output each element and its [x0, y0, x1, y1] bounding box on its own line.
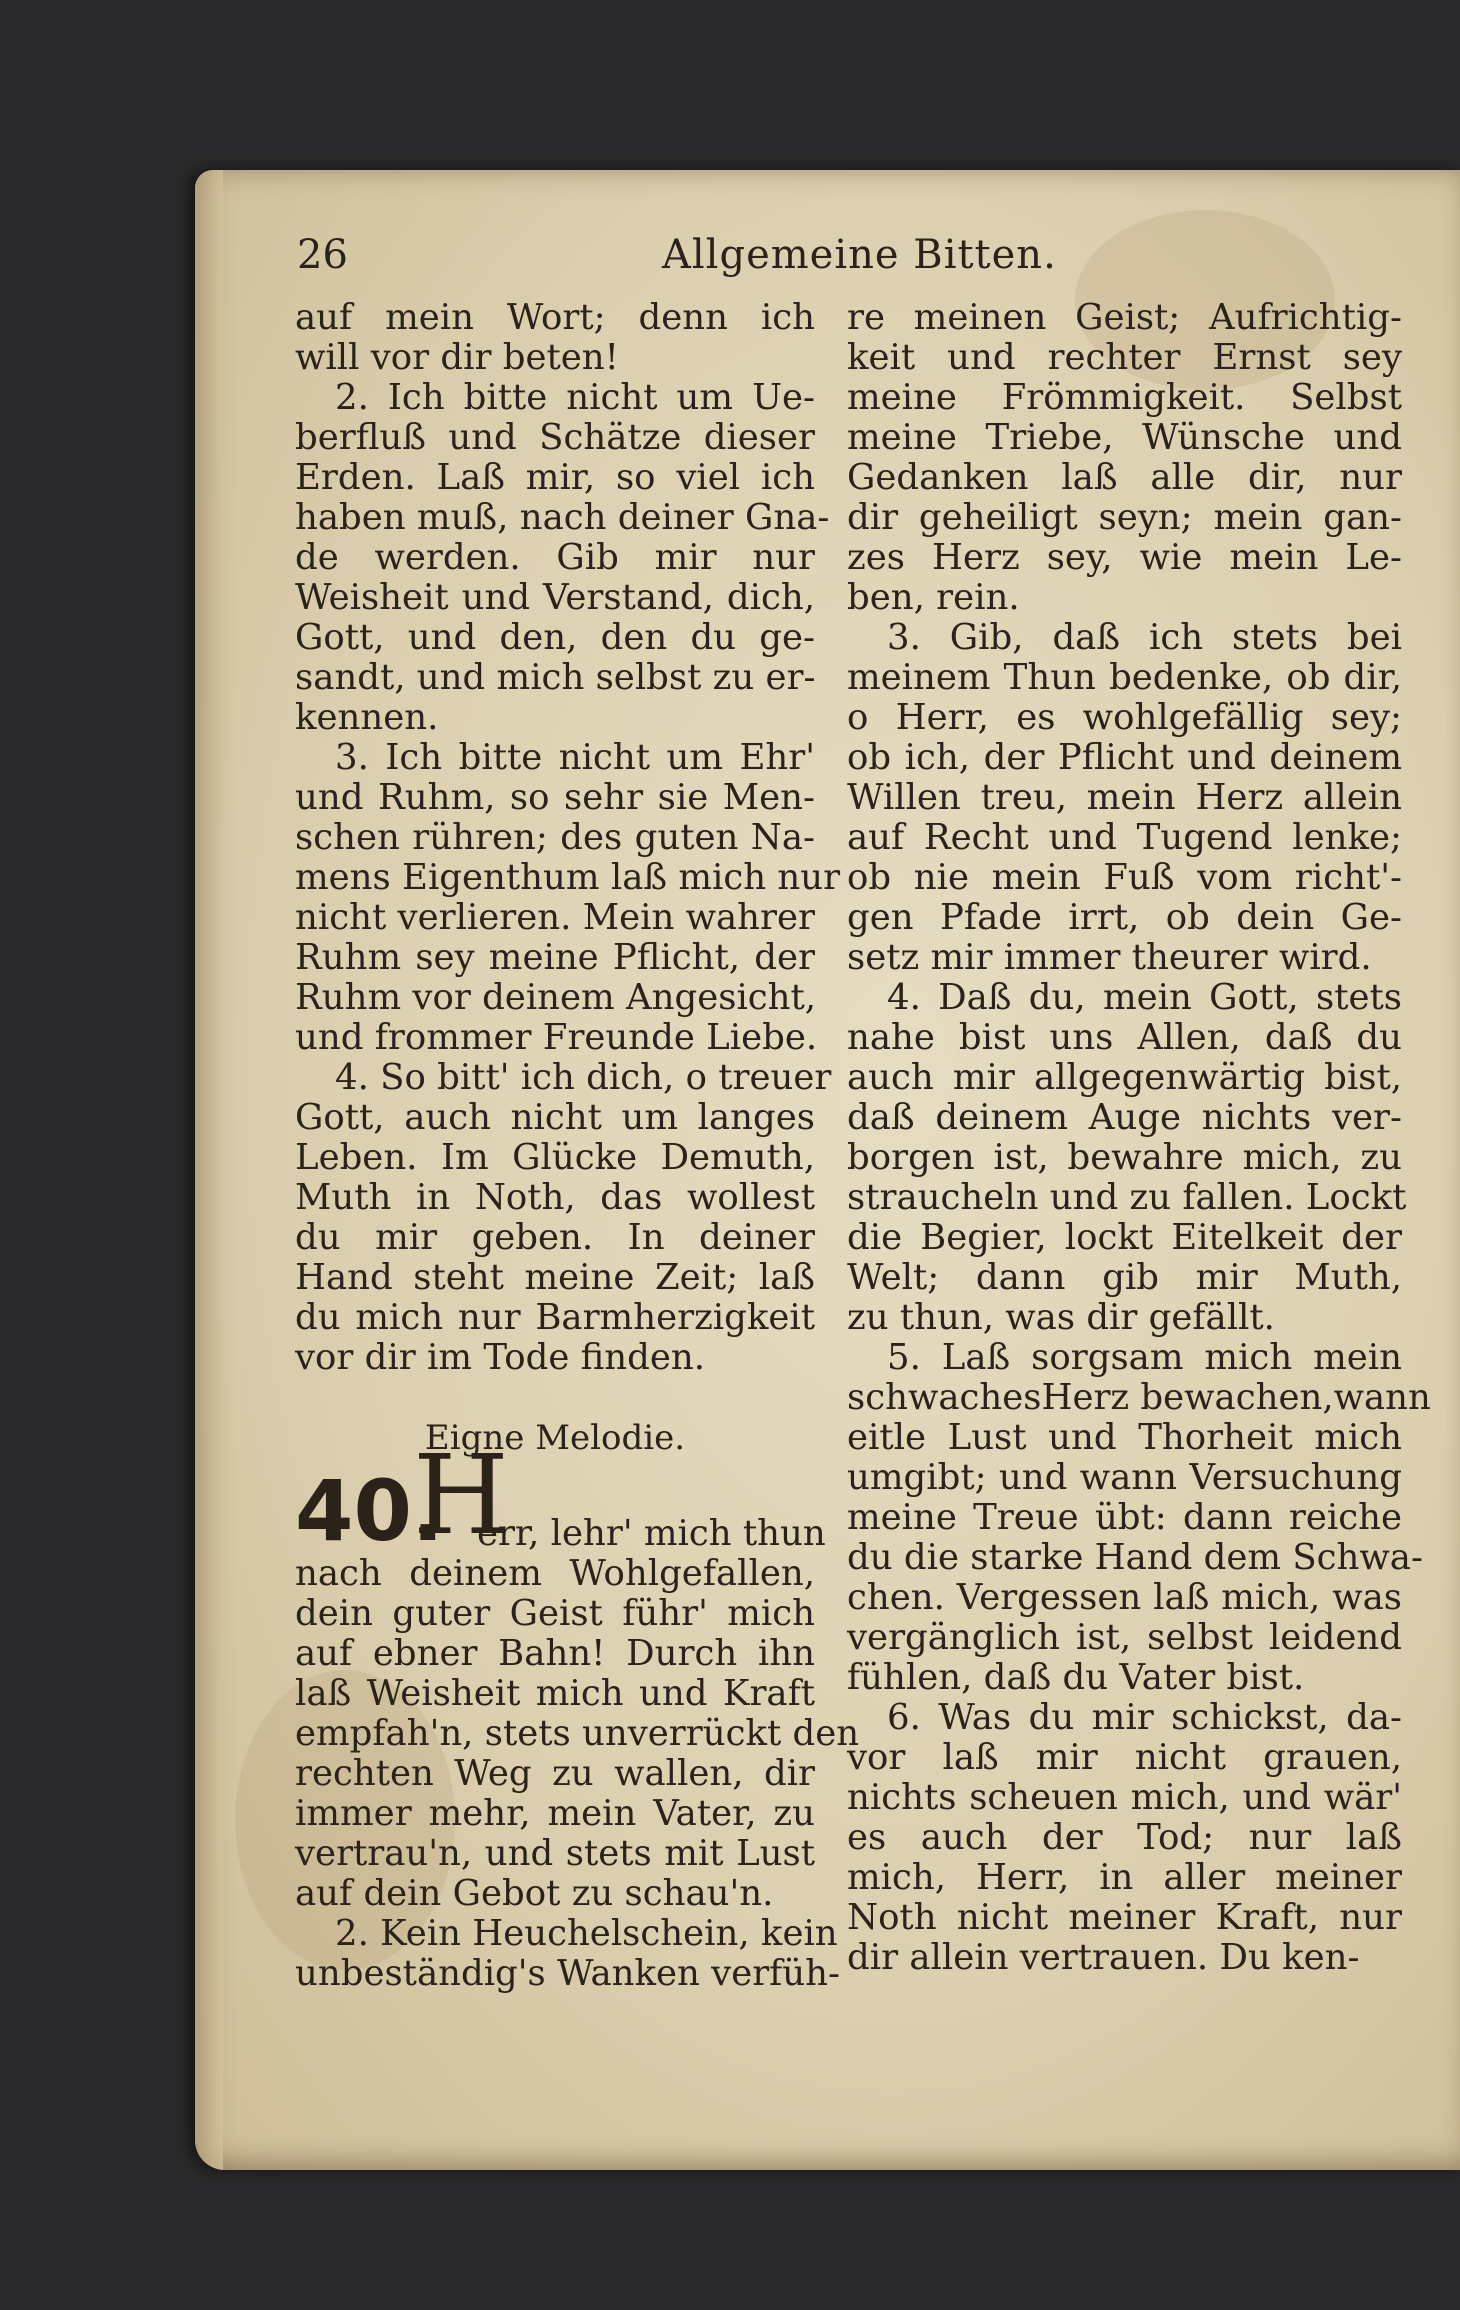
left-text-column — [295, 297, 860, 1994]
text-line: will vor dir beten! — [295, 337, 619, 378]
running-title: Allgemeine Bitten. — [662, 232, 1057, 278]
text-line: nicht verlieren. Mein wahrer — [295, 897, 815, 938]
text-line: 5. Laß sorgsam mich mein — [887, 1337, 1402, 1378]
text-line: sandt, und mich selbst zu er- — [295, 657, 816, 698]
text-line: Welt; dann gib mir Muth, — [847, 1257, 1402, 1298]
text-line: berfluß und Schätze dieser — [295, 417, 815, 458]
text-line: 2. Ich bitte nicht um Ue- — [335, 377, 815, 418]
text-line: de werden. Gib mir nur — [295, 537, 815, 578]
text-line: auf Recht und Tugend lenke; — [847, 817, 1402, 858]
text-line: ob nie mein Fuß vom richt'- — [847, 857, 1402, 898]
text-line: rechten Weg zu wallen, dir — [295, 1753, 815, 1794]
text-line: Gedanken laß alle dir, nur — [847, 457, 1402, 498]
text-line: daß deinem Auge nichts ver- — [847, 1097, 1402, 1138]
text-line: und frommer Freunde Liebe. — [295, 1017, 818, 1058]
text-line: Hand steht meine Zeit; laß — [295, 1257, 815, 1298]
text-line: unbeständig's Wanken verfüh- — [295, 1953, 841, 1994]
hymn-first-line: err, lehr' mich thun — [477, 1513, 826, 1554]
text-line: kennen. — [295, 697, 439, 738]
text-line: Weisheit und Verstand, dich, — [295, 577, 815, 618]
text-line: meinem Thun bedenke, ob dir, — [847, 657, 1402, 698]
text-line: du mir geben. In deiner — [295, 1217, 815, 1258]
text-line: dein guter Geist führ' mich — [295, 1593, 815, 1634]
text-line: vor laß mir nicht grauen, — [847, 1737, 1402, 1778]
text-line: re meinen Geist; Aufrichtig- — [847, 297, 1402, 338]
text-line: schen rühren; des guten Na- — [295, 817, 815, 858]
text-line: 3. Gib, daß ich stets bei — [887, 617, 1402, 658]
text-line: du mich nur Barmherzigkeit — [295, 1297, 815, 1338]
page-number: 26 — [297, 232, 348, 278]
hymn-number: 40. — [295, 1462, 444, 1560]
text-line: meine Triebe, Wünsche und — [847, 417, 1402, 458]
text-line: nichts scheuen mich, und wär' — [847, 1777, 1402, 1818]
text-line: haben muß, nach deiner Gna- — [295, 497, 830, 538]
text-line: 6. Was du mir schickst, da- — [887, 1697, 1402, 1738]
text-line: Ruhm sey meine Pflicht, der — [295, 937, 815, 978]
text-line: es auch der Tod; nur laß — [847, 1817, 1402, 1858]
text-line: auf mein Wort; denn ich — [295, 297, 815, 338]
text-line: auch mir allgegenwärtig bist, — [847, 1057, 1402, 1098]
text-line: ben, rein. — [847, 577, 1020, 618]
text-line: nahe bist uns Allen, daß du — [847, 1017, 1402, 1058]
text-line: Gott, auch nicht um langes — [295, 1097, 815, 1138]
text-line: gen Pfade irrt, ob dein Ge- — [847, 897, 1402, 938]
left-column-upper-text — [295, 297, 841, 1378]
text-line: auf ebner Bahn! Durch ihn — [295, 1633, 815, 1674]
text-line: Gott, und den, den du ge- — [295, 617, 815, 658]
text-line: dir geheiligt seyn; mein gan- — [847, 497, 1402, 538]
text-line: Willen treu, mein Herz allein — [847, 777, 1402, 818]
text-line: nach deinem Wohlgefallen, — [295, 1553, 815, 1594]
right-text-column — [847, 297, 1431, 1978]
book-page — [195, 170, 1460, 2170]
text-line: Noth nicht meiner Kraft, nur — [847, 1897, 1402, 1938]
text-line: umgibt; und wann Versuchung — [847, 1457, 1402, 1498]
text-line: 2. Kein Heuchelschein, kein — [335, 1913, 838, 1954]
text-line: du die starke Hand dem Schwa- — [847, 1537, 1423, 1578]
text-line: vertrau'n, und stets mit Lust — [295, 1833, 815, 1874]
hymn-initial-letter: H — [413, 1431, 509, 1559]
text-line: fühlen, daß du Vater bist. — [847, 1657, 1305, 1698]
text-line: laß Weisheit mich und Kraft — [295, 1673, 815, 1714]
text-line: 4. So bitt' ich dich, o treuer — [335, 1057, 832, 1098]
text-line: setz mir immer theurer wird. — [847, 937, 1372, 978]
text-line: die Begier, lockt Eitelkeit der — [847, 1217, 1402, 1258]
text-line: keit und rechter Ernst sey — [847, 337, 1402, 378]
text-line: auf dein Gebot zu schau'n. — [295, 1873, 774, 1914]
text-line: Leben. Im Glücke Demuth, — [295, 1137, 815, 1178]
text-line: straucheln und zu fallen. Lockt — [847, 1177, 1407, 1218]
text-line: meine Frömmigkeit. Selbst — [847, 377, 1402, 418]
text-line: meine Treue übt: dann reiche — [847, 1497, 1402, 1538]
text-line: vor dir im Tode finden. — [295, 1337, 706, 1378]
text-line: 3. Ich bitte nicht um Ehr' — [335, 737, 815, 778]
text-line: mens Eigenthum laß mich nur — [295, 857, 841, 898]
text-line: dir allein vertrauen. Du ken- — [847, 1937, 1360, 1978]
text-line: Erden. Laß mir, so viel ich — [295, 457, 815, 498]
text-line: immer mehr, mein Vater, zu — [295, 1793, 815, 1834]
page-header — [297, 232, 1395, 292]
text-line: mich, Herr, in aller meiner — [847, 1857, 1402, 1898]
text-line: schwachesHerz bewachen,wann — [847, 1377, 1431, 1418]
text-line: vergänglich ist, selbst leidend — [847, 1617, 1402, 1658]
text-line: empfah'n, stets unverrückt den — [295, 1713, 860, 1754]
text-line: 4. Daß du, mein Gott, stets — [887, 977, 1402, 1018]
page-gutter-edge — [195, 170, 223, 2170]
melody-heading: Eigne Melodie. — [424, 1418, 686, 1458]
text-line: eitle Lust und Thorheit mich — [847, 1417, 1402, 1458]
text-line: borgen ist, bewahre mich, zu — [847, 1137, 1402, 1178]
left-column-lower-text — [295, 1553, 860, 1994]
text-line: ob ich, der Pflicht und deinem — [847, 737, 1402, 778]
text-line: und Ruhm, so sehr sie Men- — [295, 777, 815, 818]
text-line: o Herr, es wohlgefällig sey; — [847, 697, 1402, 738]
text-line: chen. Vergessen laß mich, was — [847, 1577, 1402, 1618]
text-line: zes Herz sey, wie mein Le- — [847, 537, 1402, 578]
text-line: zu thun, was dir gefällt. — [847, 1297, 1275, 1338]
text-line: Muth in Noth, das wollest — [295, 1177, 815, 1218]
text-line: Ruhm vor deinem Angesicht, — [295, 977, 817, 1018]
